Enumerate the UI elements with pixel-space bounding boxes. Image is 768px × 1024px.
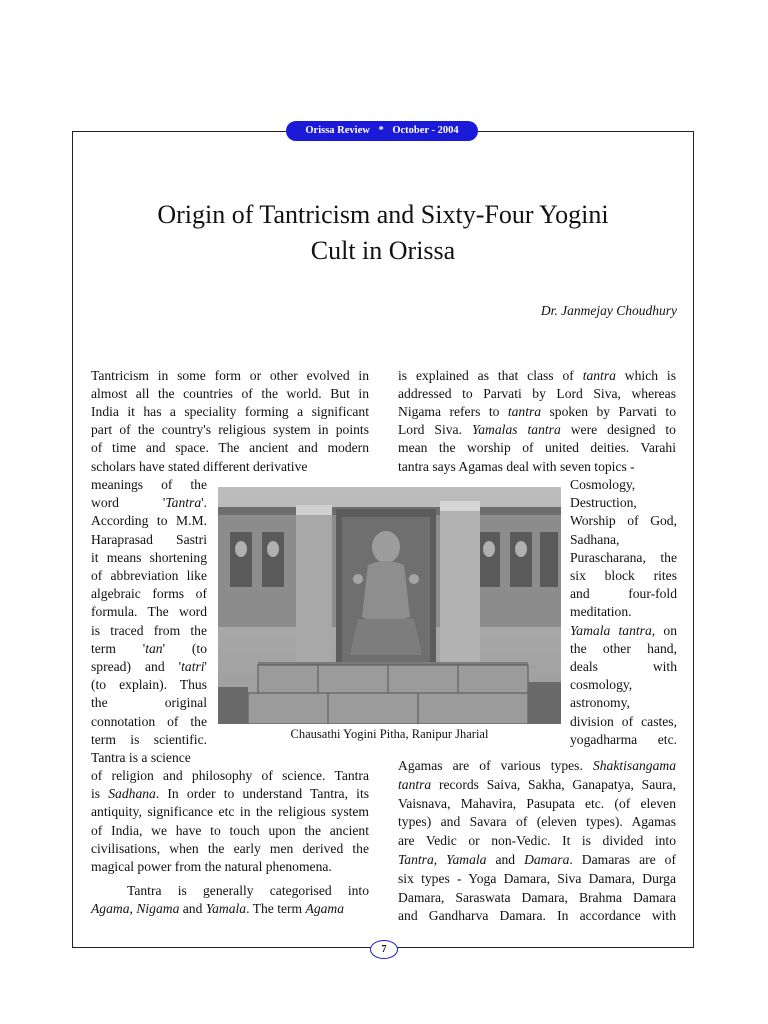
text-line: Tantricism in some form or other evolved in — [91, 368, 369, 383]
text-line: and Gandharva Damara. In accordance with — [398, 908, 676, 924]
text-line: algebraic forms of — [91, 586, 207, 602]
page-number: 7 — [370, 940, 398, 959]
text-line: word 'Tantra'. — [91, 495, 207, 511]
text-line: tantra records Saiva, Sakha, Ganapatya, Saura, — [398, 776, 676, 792]
text-line: Tantra is generally categorised into — [127, 883, 369, 899]
text-line: Haraprasad Sastri — [91, 531, 207, 547]
text-line: types) and Savara of (eleven types). Agamas — [398, 814, 676, 830]
title-line-1: Origin of Tantricism and Sixty-Four Yogini — [157, 200, 609, 229]
text-line: is traced from the — [91, 622, 207, 638]
text-line: of India, we have to touch upon the ancient — [91, 822, 369, 838]
text-line: division of castes, — [570, 713, 677, 729]
text-line: Purascharana, the — [570, 549, 677, 565]
text-line: astronomy, — [570, 695, 630, 711]
text-line: and four-fold — [570, 586, 677, 602]
text-line: India it has a speciality forming a significant — [91, 404, 369, 420]
photo-caption: Chausathi Yogini Pitha, Ranipur Jharial — [290, 727, 489, 741]
text-line: meditation. — [570, 604, 632, 620]
title-line-2: Cult in Orissa — [310, 236, 456, 265]
issue-date: October - 2004 — [392, 125, 459, 136]
text-line: tantra says Agamas deal with seven topics - — [398, 458, 635, 474]
text-line: of time and space. The ancient and modern — [91, 440, 369, 456]
text-line: is Sadhana. In order to understand Tantra, its — [91, 786, 370, 802]
text-line: magical power from the natural phenomena. — [91, 859, 332, 874]
text-line: connotation of the — [91, 713, 207, 729]
text-line: six types - Yoga Damara, Siva Damara, Durga — [398, 870, 676, 886]
text-line: the original — [91, 695, 207, 711]
text-line: term 'tan' (to — [91, 640, 207, 656]
text-line: cosmology, — [570, 677, 633, 693]
text-line: spread) and 'tatri' — [91, 659, 207, 674]
text-line: Tantra is a science — [91, 750, 191, 765]
temple-photo — [218, 487, 561, 724]
text-line: Yamala tantra, on — [570, 622, 677, 638]
text-line: Cosmology, — [570, 477, 636, 492]
text-line: Agamas are of various types. Shaktisangama — [398, 758, 676, 773]
text-line: meanings of the — [91, 477, 207, 492]
text-line: is explained as that class of tantra which is — [398, 368, 676, 383]
text-line: Sadhana, — [570, 531, 620, 547]
header-separator: * — [378, 125, 384, 136]
text-line: it means shortening — [91, 549, 207, 565]
text-line: Vaisnava, Mahavira, Pasupata etc. (of eleven — [398, 795, 676, 811]
text-line: six block rites — [570, 568, 677, 583]
text-line: formula. The word — [91, 604, 207, 620]
text-line: (to explain). Thus — [91, 677, 207, 693]
text-line: According to M.M. — [91, 513, 207, 529]
article-title — [80, 197, 686, 269]
text-line: Worship of God, — [570, 513, 677, 529]
text-line: Lord Siva. Yamalas tantra were designed to — [398, 422, 676, 438]
text-line: almost all the countries of the world. But in — [91, 386, 369, 402]
text-line: of abbreviation like — [91, 568, 207, 583]
temple-photo-image — [218, 487, 561, 724]
text-line: antiquity, significance etc in the religious system — [91, 804, 369, 820]
text-line: Damara, Saraswata Damara, Brahma Damara — [398, 889, 676, 905]
text-line: of religion and philosophy of science. Tantra — [91, 768, 369, 783]
text-line: yogadharma etc. — [570, 731, 677, 747]
text-line: term is scientific. — [91, 731, 207, 747]
text-line: part of the country's religious system in points — [91, 422, 369, 438]
text-line: the other hand, — [570, 640, 677, 656]
journal-name: Orissa Review — [305, 125, 370, 136]
text-line: addressed to Parvati by Lord Siva, whereas — [398, 386, 676, 402]
text-line: deals with — [570, 659, 677, 674]
text-line: scholars have stated different derivative — [91, 458, 308, 474]
author-name: Dr. Janmejay Choudhury — [540, 303, 677, 318]
text-line: Destruction, — [570, 495, 637, 511]
text-line: Tantra, Yamala and Damara. Damaras are of — [398, 852, 676, 867]
journal-header-badge — [286, 121, 478, 141]
text-line: mean the worship of united deities. Varahi — [398, 440, 676, 456]
text-line: Agama, Nigama and Yamala. The term Agama — [91, 901, 345, 917]
text-line: are Vedic or non-Vedic. It is divided into — [398, 833, 676, 849]
text-line: civilisations, when the early men derived the — [91, 840, 369, 856]
text-line: Nigama refers to tantra spoken by Parvati to — [398, 404, 676, 420]
